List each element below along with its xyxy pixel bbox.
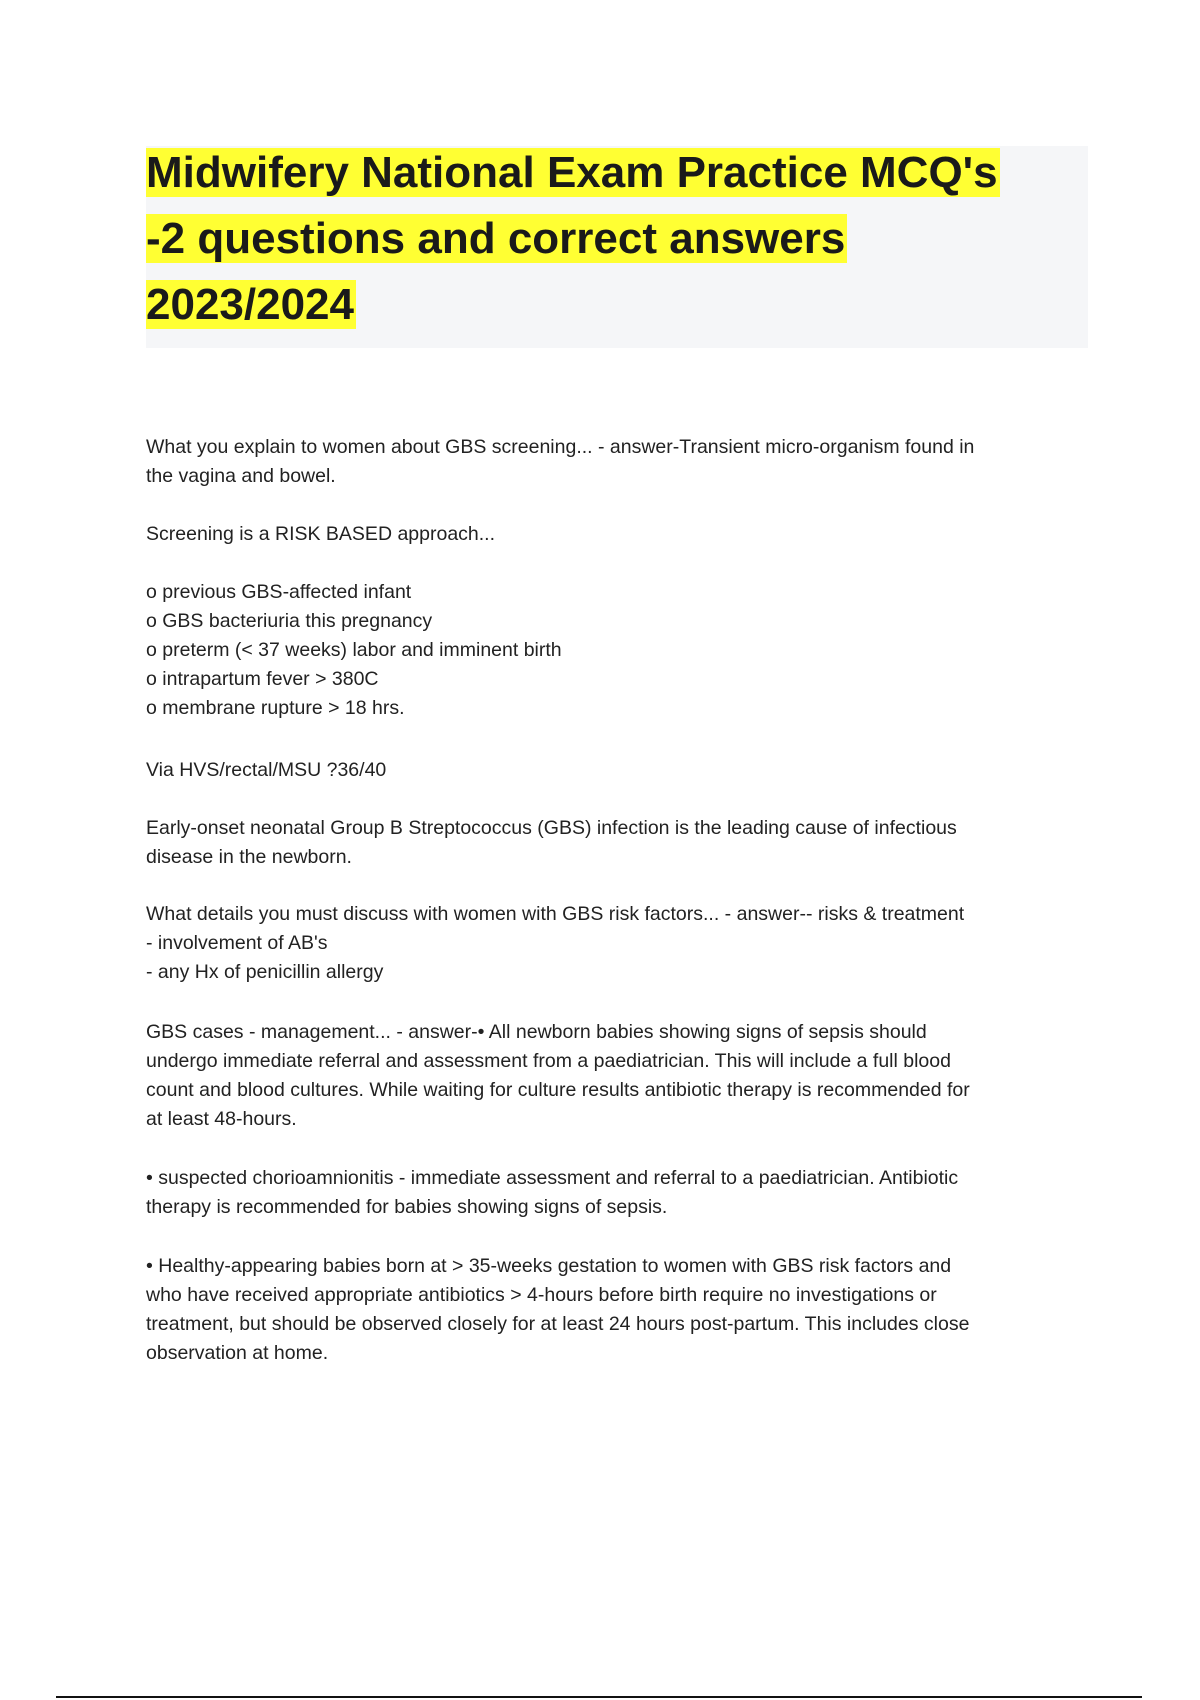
- answer-text: treatment, but should be observed closely for at least 24 hours post-partum. This includes close: [146, 1313, 970, 1335]
- question-text: GBS cases - management... - answer-• All newborn babies showing signs of sepsis should: [146, 1021, 927, 1043]
- document-title-line-1: [146, 146, 1000, 200]
- paragraph-text: Early-onset neonatal Group B Streptococcus (GBS) infection is the leading cause of infectious: [146, 817, 957, 839]
- answer-text: undergo immediate referral and assessment from a paediatrician. This will include a full blood: [146, 1050, 951, 1072]
- document-title-line-3: [146, 278, 356, 332]
- title-highlight-3: 2023/2024: [146, 280, 354, 329]
- answer-text: at least 48-hours.: [146, 1108, 297, 1130]
- answer-text: • Healthy-appearing babies born at > 35-weeks gestation to women with GBS risk factors and: [146, 1255, 952, 1277]
- question-text: What details you must discuss with women with GBS risk factors... - answer-- risks & treatment: [146, 903, 965, 925]
- answer-text: count and blood cultures. While waiting for culture results antibiotic therapy is recommended for: [146, 1079, 970, 1101]
- question-gbs-management: [146, 1018, 1096, 1134]
- screening-approach: [146, 520, 1096, 549]
- footer-divider: [56, 1696, 1142, 1698]
- list-item: o GBS bacteriuria this pregnancy: [146, 610, 433, 632]
- question-text: the vagina and bowel.: [146, 465, 336, 487]
- answer-text: • suspected chorioamnionitis - immediate assessment and referral to a paediatrician. Antibiotic: [146, 1167, 959, 1189]
- answer-text: therapy is recommended for babies showing signs of sepsis.: [146, 1196, 668, 1218]
- list-item: o membrane rupture > 18 hrs.: [146, 697, 405, 719]
- question-text: What you explain to women about GBS screening... - answer-Transient micro-organism found in: [146, 436, 975, 458]
- paragraph-text: disease in the newborn.: [146, 846, 352, 868]
- answer-text: - involvement of AB's: [146, 932, 328, 954]
- via-paragraph: [146, 756, 1096, 785]
- title-highlight-2: -2 questions and correct answers: [146, 214, 846, 263]
- chorioamnionitis-paragraph: [146, 1164, 1096, 1222]
- list-item: o preterm (< 37 weeks) labor and imminent birth: [146, 639, 562, 661]
- paragraph-text: Via HVS/rectal/MSU ?36/40: [146, 759, 387, 781]
- early-onset-paragraph: [146, 814, 1096, 872]
- list-item: o intrapartum fever > 380C: [146, 668, 379, 690]
- answer-text: who have received appropriate antibiotics > 4-hours before birth require no investigations or: [146, 1284, 937, 1306]
- title-highlight-1: Midwifery National Exam Practice MCQ's: [146, 148, 998, 197]
- answer-text: - any Hx of penicillin allergy: [146, 961, 384, 983]
- healthy-babies-paragraph: [146, 1252, 1096, 1368]
- question-gbs-risk-discussion: [146, 900, 1096, 987]
- list-item: o previous GBS-affected infant: [146, 581, 412, 603]
- document-title-line-2: [146, 212, 847, 266]
- risk-factor-list: [146, 578, 1096, 723]
- paragraph-text: Screening is a RISK BASED approach...: [146, 523, 496, 545]
- answer-text: observation at home.: [146, 1342, 329, 1364]
- question-gbs-screening: [146, 433, 1096, 491]
